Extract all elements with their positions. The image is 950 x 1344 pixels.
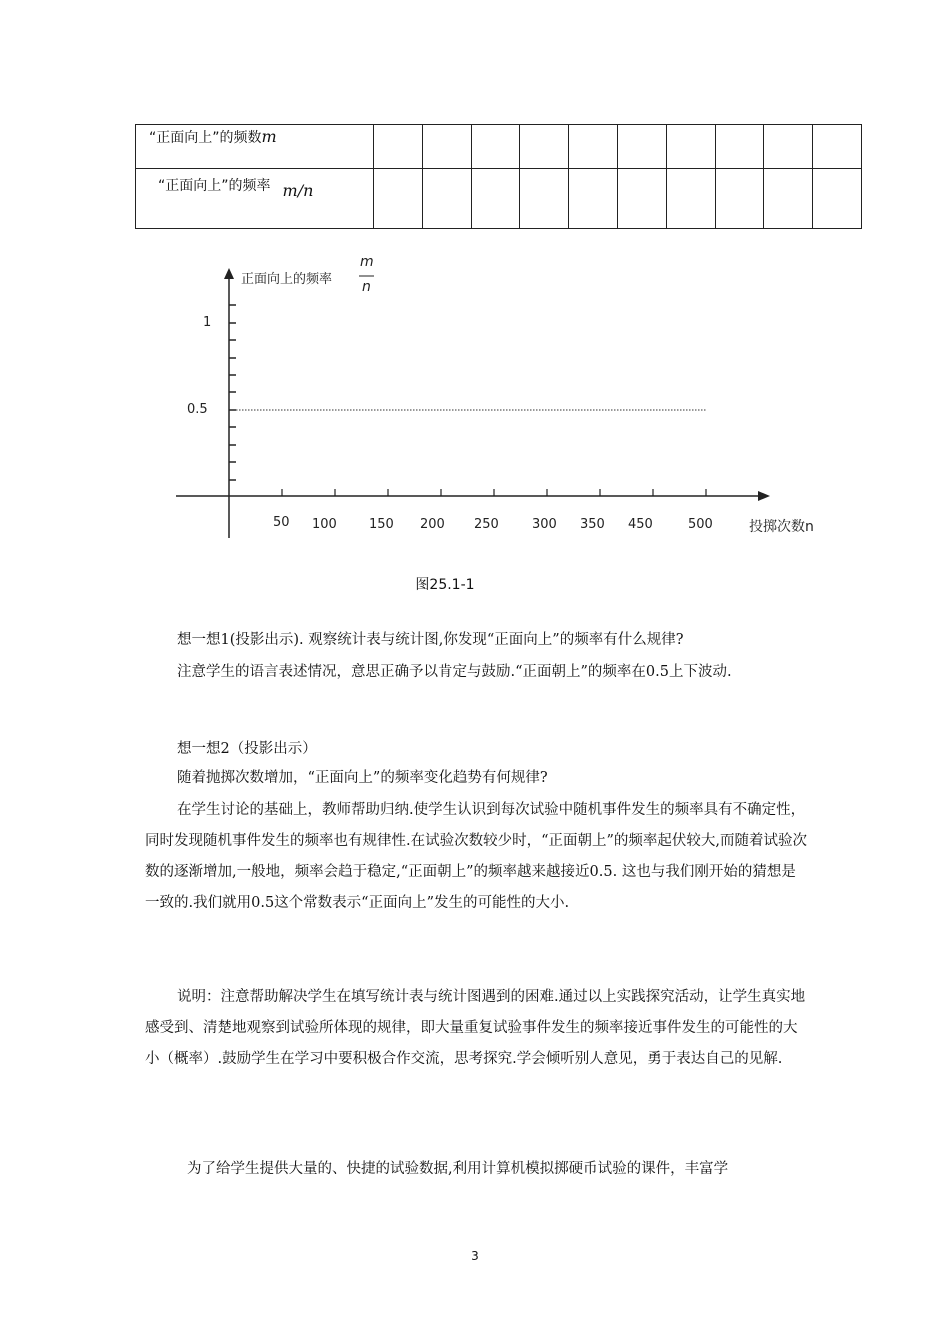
x-tick-label: 100 <box>312 517 337 532</box>
table-cell <box>666 169 715 229</box>
x-tick-label: 200 <box>420 517 445 532</box>
row-header-count <box>136 125 374 169</box>
frequency-figure <box>0 0 950 600</box>
row-header-count-label: “正面向上”的频数 <box>149 130 262 146</box>
table-cell <box>617 169 666 229</box>
x-tick-label: 250 <box>474 517 499 532</box>
x-tick-label: 450 <box>628 517 653 532</box>
table-row-count <box>136 125 862 169</box>
table-cell <box>569 125 618 169</box>
paragraph: 想一想1(投影出示). 观察统计表与统计图,你发现“正面向上”的频率有什么规律? <box>177 632 684 648</box>
table-cell <box>422 125 471 169</box>
y-axis-label-numerator: m <box>360 254 374 270</box>
table-cell <box>764 169 813 229</box>
y-axis-label-denominator: n <box>362 279 371 295</box>
x-tick-label: 150 <box>369 517 394 532</box>
paragraph: 在学生讨论的基础上，教师帮助归纳.使学生认识到每次试验中随机事件发生的频率具有不确定性，同时发现随机事件发生的频率也有规律性.在试验次数较少时，“正面朝上”的频率起伏较大,而随着试验次数的逐渐增加,一般地，频率会趋于稳定,“正面朝上”的频率越来越接近0.5. 这也与我们刚开始的猜想是一致的.我们就用0.5这个常数表示“正面向上”发生的可能性的大小. <box>145 802 808 911</box>
paragraph: 随着抛掷次数增加，“正面向上”的频率变化趋势有何规律? <box>177 770 548 786</box>
table-row-frequency <box>136 169 862 229</box>
paragraph: 想一想2（投影出示） <box>177 741 317 757</box>
table-cell <box>471 169 520 229</box>
table-cell <box>715 169 764 229</box>
table-cell <box>764 125 813 169</box>
table-cell <box>617 125 666 169</box>
paragraph: 说明：注意帮助解决学生在填写统计表与统计图遇到的困难.通过以上实践探究活动，让学生真实地感受到、清楚地观察到试验所体现的规律，即大量重复试验事件发生的频率接近事件发生的可能性的大小（概率）.鼓励学生在学习中要积极合作交流，思考探究.学会倾听别人意见，勇于表达自己的见解. <box>145 989 806 1067</box>
table-cell <box>715 125 764 169</box>
table-cell <box>666 125 715 169</box>
paragraph: 注意学生的语言表述情况，意思正确予以肯定与鼓励.“正面朝上”的频率在0.5上下波动. <box>177 664 732 680</box>
row-header-frequency-label: “正面向上”的频率 <box>158 178 271 194</box>
page-number: 3 <box>471 1249 479 1263</box>
y-axis-label: 正面向上的频率 <box>241 272 333 287</box>
x-tick-label: 300 <box>532 517 557 532</box>
statistics-table <box>135 124 862 229</box>
y-tick-label: 1 <box>203 315 212 330</box>
var-m-over-n: m/n <box>282 181 314 200</box>
y-tick-label: 0.5 <box>187 402 208 417</box>
table-cell <box>422 169 471 229</box>
figure-caption: 图25.1-1 <box>415 577 475 593</box>
x-axis-label: 投掷次数n <box>749 519 814 535</box>
table-cell <box>520 169 569 229</box>
x-tick-label: 500 <box>688 517 713 532</box>
table-cell <box>813 169 862 229</box>
paragraph: 为了给学生提供大量的、快捷的试验数据,利用计算机模拟掷硬币试验的课件，丰富学 <box>187 1161 729 1177</box>
var-m: m <box>261 127 277 146</box>
table-cell <box>471 125 520 169</box>
table-cell <box>813 125 862 169</box>
y-axis-arrow <box>224 268 234 279</box>
table-cell <box>569 169 618 229</box>
figure-axes <box>0 0 950 600</box>
row-header-frequency <box>136 169 374 229</box>
x-axis-arrow <box>758 491 770 501</box>
table-cell <box>520 125 569 169</box>
x-tick-label: 50 <box>273 515 290 530</box>
table-cell <box>374 169 423 229</box>
x-tick-label: 350 <box>580 517 605 532</box>
table-cell <box>374 125 423 169</box>
